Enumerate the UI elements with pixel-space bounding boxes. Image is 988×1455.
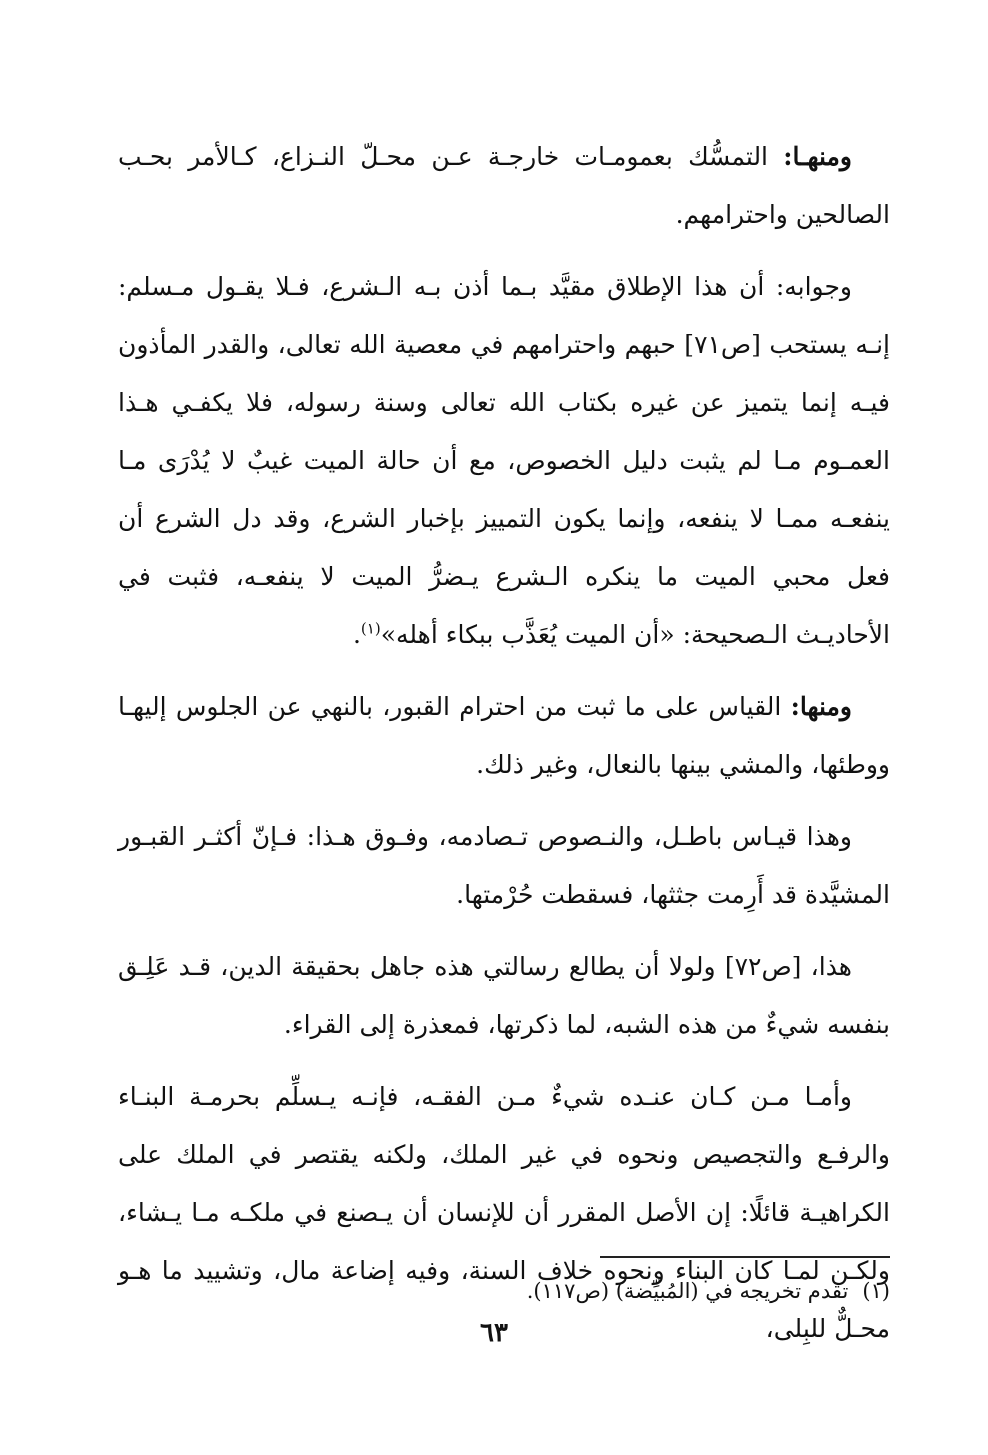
paragraph-3 bbox=[118, 678, 890, 794]
paragraph-1 bbox=[118, 128, 890, 244]
footnote-number: (١) bbox=[862, 1279, 890, 1303]
paragraph-tail: . bbox=[352, 620, 361, 649]
paragraph-text: وأمـا مـن كـان عنـده شيءٌ مـن الفقـه، فإنـه يـسلِّم بحرمـة البنـاء والرفـع والتجصيص ونحوه في غير الملك، ولكنه يقتصر في الملك على الكراهيـة قائلًا: إن الأصل المقرر أن للإنسان أن يـصنع في ملكـه مـا يـشاء، ولكـن لمـا كان البناء ونحوه خلاف السنة، وفيه إضاعة مال، وتشييد ما هـو محـلٌّ للبِلى، bbox=[118, 1082, 890, 1343]
footnote-divider bbox=[600, 1256, 890, 1258]
page-number: ٦٣ bbox=[480, 1318, 508, 1348]
footnote bbox=[118, 1276, 890, 1306]
paragraph-lead: ومنها: bbox=[790, 692, 852, 721]
paragraph-6 bbox=[118, 1068, 890, 1358]
paragraph-4 bbox=[118, 808, 890, 924]
paragraph-text: القياس على ما ثبت من احترام القبور، بالنهي عن الجلوس إليهـا ووطئها، والمشي بينها بالنعال، وغير ذلك. bbox=[118, 692, 890, 779]
paragraph-2 bbox=[118, 258, 890, 664]
paragraph-text: وهذا قيـاس باطـل، والنـصوص تـصادمه، وفـوق هـذا: فـإنّ أكثـر القبـور المشيَّدة قد أَرِمت جثثها، فسقطت حُرْمتها. bbox=[118, 822, 890, 909]
paragraph-text: وجوابه: أن هذا الإطلاق مقيَّد بـما أذن بـه الـشرع، فـلا يقـول مـسلم: إنـه يستحب [ص٧١] حبهم واحترامهم في معصية الله تعالى، والقدر المأذون فيـه إنما يتميز عن غيره بكتاب الله تعالى وسنة رسوله، فلا يكفـي هـذا العمـوم مـا لم يثبت دليل الخصوص، مع أن حالة الميت غيبٌ لا يُدْرَى مـا ينفعـه ممـا لا ينفعه، وإنما يكون التمييز بإخبار الشرع، وقد دل الشرع أن فعل محبي الميت ما ينكره الـشرع يـضرُّ الميت لا ينفعـه، فثبت في الأحاديـث الـصحيحة: «أن الميت يُعَذَّب ببكاء أهله» bbox=[118, 272, 890, 649]
paragraph-lead: ومنهـا: bbox=[783, 142, 852, 171]
paragraph-text: هذا، [ص٧٢] ولولا أن يطالع رسالتي هذه جاهل بحقيقة الدين، قـد عَلِـق بنفسه شيءٌ من هذه الشبه، لما ذكرتها، فمعذرة إلى القراء. bbox=[118, 952, 890, 1039]
footnote-text: تقدم تخريجه في (المُبيِّضة) (ص١١٧). bbox=[526, 1279, 849, 1303]
body-text bbox=[118, 128, 890, 1372]
footnote-reference[interactable]: (١) bbox=[360, 619, 381, 638]
paragraph-text: التمسُّك بعمومـات خارجـة عـن محـلّ النـزاع، كـالأمر بحـب الصالحين واحترامهم. bbox=[118, 142, 890, 229]
paragraph-5 bbox=[118, 938, 890, 1054]
